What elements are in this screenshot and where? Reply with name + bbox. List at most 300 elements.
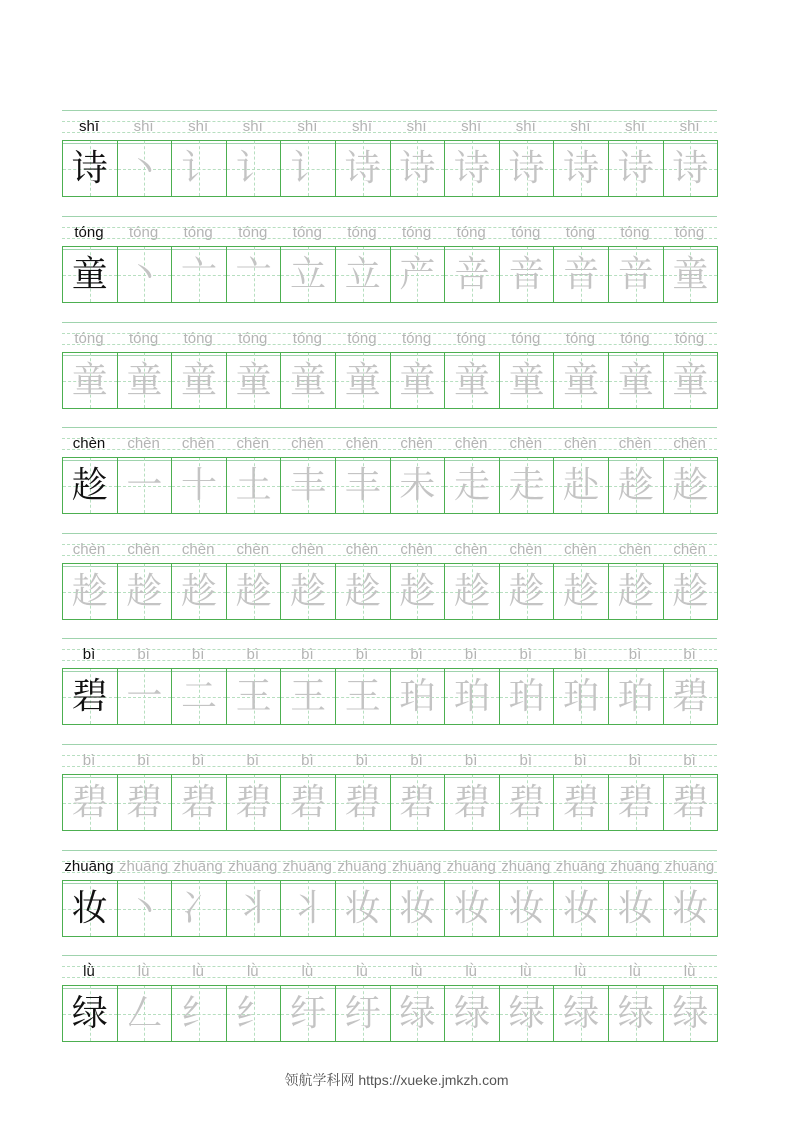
tianzige-cell[interactable] xyxy=(62,668,118,725)
pinyin-trace: shī xyxy=(624,118,645,135)
pinyin-trace: zhuāng xyxy=(446,858,496,875)
trace-character: 诗 xyxy=(672,147,709,189)
tianzige-cell[interactable] xyxy=(62,880,118,937)
tianzige-cell[interactable] xyxy=(171,774,227,831)
tianzige-cell[interactable] xyxy=(444,457,500,514)
pinyin-trace: zhuāng xyxy=(118,858,169,875)
tianzige-cell[interactable] xyxy=(117,563,173,620)
trace-character: 走 xyxy=(508,464,545,506)
pinyin-trace: tóng xyxy=(511,330,541,347)
pinyin-model: shī xyxy=(78,118,99,135)
tianzige-cell[interactable] xyxy=(553,563,609,620)
trace-character: 碧 xyxy=(672,781,709,823)
pinyin-trace: zhuāng xyxy=(228,858,278,875)
pinyin-trace: shī xyxy=(679,118,700,135)
tianzige-cell[interactable] xyxy=(444,352,500,409)
trace-character: 妆 xyxy=(563,887,600,929)
tianzige-cell[interactable] xyxy=(444,140,500,197)
trace-character: 碧 xyxy=(508,781,545,823)
trace-character: 趁 xyxy=(563,570,600,612)
pinyin-trace: shī xyxy=(461,118,482,135)
pinyin-trace: chèn xyxy=(618,435,652,452)
trace-character: 王 xyxy=(235,675,272,717)
tianzige-cell[interactable] xyxy=(390,246,446,303)
trace-character: 音 xyxy=(563,253,600,295)
pinyin-trace: tóng xyxy=(347,330,377,347)
pinyin-row xyxy=(62,533,717,567)
trace-character: 丰 xyxy=(290,464,327,506)
tianzige-cell[interactable] xyxy=(390,985,446,1042)
pinyin-trace: bì xyxy=(628,752,642,769)
tianzige-cell[interactable] xyxy=(390,774,446,831)
trace-character: 童 xyxy=(399,359,436,401)
tianzige-cell[interactable] xyxy=(663,880,719,937)
tianzige-cell[interactable] xyxy=(444,668,500,725)
pinyin-trace: chèn xyxy=(509,541,543,558)
tianzige-cell[interactable] xyxy=(335,774,391,831)
tianzige-cell[interactable] xyxy=(608,457,664,514)
tianzige-cell[interactable] xyxy=(553,668,609,725)
tianzige-cell[interactable] xyxy=(335,985,391,1042)
trace-character: 诗 xyxy=(563,147,600,189)
trace-character: 讠 xyxy=(180,147,217,189)
pinyin-trace: chèn xyxy=(181,435,215,452)
tianzige-cell[interactable] xyxy=(553,880,609,937)
trace-character: 趁 xyxy=(180,570,217,612)
pinyin-trace: bì xyxy=(82,752,96,769)
tianzige-cell[interactable] xyxy=(608,563,664,620)
trace-character: 童 xyxy=(453,359,490,401)
pinyin-trace: bì xyxy=(519,752,533,769)
pinyin-model: zhuāng xyxy=(64,858,114,875)
trace-character: 诗 xyxy=(617,147,654,189)
pinyin-trace: bì xyxy=(355,646,369,663)
pinyin-trace: shī xyxy=(515,118,536,135)
trace-character: 绿 xyxy=(399,992,436,1034)
hanzi-row xyxy=(62,668,717,725)
pinyin-trace: lǜ xyxy=(519,963,532,980)
tianzige-cell[interactable] xyxy=(62,457,118,514)
trace-character: 诗 xyxy=(344,147,381,189)
trace-character: 妆 xyxy=(344,887,381,929)
pinyin-trace: tóng xyxy=(128,224,159,241)
tianzige-cell[interactable] xyxy=(171,563,227,620)
trace-character: 妆 xyxy=(453,887,490,929)
tianzige-cell[interactable] xyxy=(280,985,336,1042)
tianzige-cell[interactable] xyxy=(226,457,282,514)
pinyin-trace: shī xyxy=(406,118,427,135)
tianzige-cell[interactable] xyxy=(335,563,391,620)
tianzige-cell[interactable] xyxy=(553,352,609,409)
pinyin-trace: tóng xyxy=(347,224,377,241)
pinyin-trace: lǜ xyxy=(410,963,423,980)
tianzige-cell[interactable] xyxy=(62,140,118,197)
tianzige-cell[interactable] xyxy=(444,563,500,620)
trace-character: 丶 xyxy=(126,887,163,929)
trace-character: 绿 xyxy=(672,992,709,1034)
tianzige-cell[interactable] xyxy=(499,985,555,1042)
trace-character: 童 xyxy=(71,359,108,401)
pinyin-trace: shī xyxy=(351,118,372,135)
tianzige-cell[interactable] xyxy=(390,563,446,620)
tianzige-cell[interactable] xyxy=(226,352,282,409)
tianzige-cell[interactable] xyxy=(444,774,500,831)
tianzige-cell[interactable] xyxy=(335,457,391,514)
tianzige-cell[interactable] xyxy=(226,563,282,620)
pinyin-trace: tóng xyxy=(292,224,322,241)
trace-character: 碧 xyxy=(399,781,436,823)
trace-character: 碧 xyxy=(290,781,327,823)
pinyin-trace: tóng xyxy=(401,224,432,241)
tianzige-cell[interactable] xyxy=(226,140,282,197)
trace-character: 童 xyxy=(235,359,272,401)
pinyin-trace: bì xyxy=(683,646,696,663)
pinyin-trace: chèn xyxy=(236,435,270,452)
pinyin-trace: tóng xyxy=(620,224,650,241)
tianzige-cell[interactable] xyxy=(608,985,664,1042)
pinyin-row xyxy=(62,744,717,778)
trace-character: 妆 xyxy=(508,887,545,929)
trace-character: 趁 xyxy=(290,570,327,612)
pinyin-trace: lǜ xyxy=(356,963,368,980)
trace-character: 童 xyxy=(617,359,654,401)
model-character: 诗 xyxy=(71,147,108,189)
pinyin-model: chèn xyxy=(72,435,106,452)
trace-character: 讠 xyxy=(290,147,327,189)
pinyin-trace: chèn xyxy=(400,541,433,558)
trace-character: 趁 xyxy=(71,570,108,612)
tianzige-cell[interactable] xyxy=(335,140,391,197)
hanzi-row xyxy=(62,246,717,303)
pinyin-trace: tóng xyxy=(401,330,432,347)
pinyin-trace: shī xyxy=(133,118,154,135)
pinyin-model: tóng xyxy=(74,224,104,241)
tianzige-cell[interactable] xyxy=(553,140,609,197)
tianzige-cell[interactable] xyxy=(663,563,719,620)
pinyin-trace: bì xyxy=(464,646,478,663)
trace-character: 纡 xyxy=(344,992,381,1034)
pinyin-trace: bì xyxy=(246,646,260,663)
model-character: 碧 xyxy=(71,675,108,717)
pinyin-trace: chèn xyxy=(345,541,379,558)
trace-character: 一 xyxy=(126,464,163,506)
trace-character: 碧 xyxy=(453,781,490,823)
pinyin-trace: tóng xyxy=(620,330,650,347)
trace-character: 珀 xyxy=(453,675,490,717)
pinyin-trace: lǜ xyxy=(465,963,478,980)
tianzige-cell[interactable] xyxy=(663,457,719,514)
tianzige-cell[interactable] xyxy=(663,985,719,1042)
pinyin-trace: shī xyxy=(297,118,318,135)
pinyin-trace: bì xyxy=(628,646,642,663)
tianzige-cell[interactable] xyxy=(280,246,336,303)
trace-character: 碧 xyxy=(235,781,272,823)
tianzige-cell[interactable] xyxy=(171,668,227,725)
trace-character: 王 xyxy=(344,675,381,717)
tianzige-cell[interactable] xyxy=(390,352,446,409)
trace-character: 童 xyxy=(344,359,381,401)
trace-character: 珀 xyxy=(399,675,436,717)
tianzige-cell[interactable] xyxy=(608,352,664,409)
trace-character: 趁 xyxy=(617,464,654,506)
pinyin-row xyxy=(62,638,717,672)
pinyin-row xyxy=(62,110,717,144)
tianzige-cell[interactable] xyxy=(226,985,282,1042)
trace-character: 珀 xyxy=(508,675,545,717)
pinyin-trace: zhuāng xyxy=(282,858,332,875)
pinyin-trace: bì xyxy=(246,752,260,769)
tianzige-cell[interactable] xyxy=(608,880,664,937)
hanzi-row xyxy=(62,985,717,1042)
trace-character: 童 xyxy=(126,359,163,401)
trace-character: 童 xyxy=(290,359,327,401)
tianzige-cell[interactable] xyxy=(335,352,391,409)
pinyin-trace: tóng xyxy=(183,224,213,241)
pinyin-trace: chèn xyxy=(618,541,652,558)
trace-character: 趁 xyxy=(235,570,272,612)
pinyin-row xyxy=(62,427,717,461)
tianzige-cell[interactable] xyxy=(62,774,118,831)
pinyin-trace: tóng xyxy=(183,330,213,347)
tianzige-cell[interactable] xyxy=(117,774,173,831)
trace-character: 诗 xyxy=(399,147,436,189)
trace-character: 未 xyxy=(399,464,436,506)
tianzige-cell[interactable] xyxy=(608,774,664,831)
pinyin-row xyxy=(62,322,717,356)
hanzi-row xyxy=(62,563,717,620)
trace-character: 绿 xyxy=(617,992,654,1034)
tianzige-cell[interactable] xyxy=(117,457,173,514)
pinyin-model: lǜ xyxy=(83,963,95,980)
footer-text: 领航学科网 https://xueke.jmkzh.com xyxy=(284,1072,509,1088)
hanzi-row xyxy=(62,352,717,409)
pinyin-trace: bì xyxy=(519,646,533,663)
hanzi-row xyxy=(62,880,717,937)
tianzige-cell[interactable] xyxy=(608,246,664,303)
tianzige-cell[interactable] xyxy=(444,246,500,303)
tianzige-cell[interactable] xyxy=(171,352,227,409)
model-character: 童 xyxy=(71,253,108,295)
tianzige-cell[interactable] xyxy=(280,880,336,937)
trace-character: 亠 xyxy=(235,253,272,295)
tianzige-cell[interactable] xyxy=(62,352,118,409)
pinyin-trace: tóng xyxy=(674,224,705,241)
trace-character: 童 xyxy=(508,359,545,401)
tianzige-cell[interactable] xyxy=(117,880,173,937)
pinyin-row xyxy=(62,216,717,250)
tianzige-cell[interactable] xyxy=(553,985,609,1042)
pinyin-trace: chèn xyxy=(236,541,270,558)
pinyin-trace: chèn xyxy=(454,541,488,558)
pinyin-trace: zhuāng xyxy=(173,858,223,875)
tianzige-cell[interactable] xyxy=(608,140,664,197)
trace-character: 趁 xyxy=(617,570,654,612)
tianzige-cell[interactable] xyxy=(335,880,391,937)
tianzige-cell[interactable] xyxy=(171,985,227,1042)
trace-character: 绿 xyxy=(563,992,600,1034)
pinyin-trace: chèn xyxy=(72,541,106,558)
tianzige-cell[interactable] xyxy=(117,140,173,197)
pinyin-trace: zhuāng xyxy=(555,858,605,875)
tianzige-cell[interactable] xyxy=(171,140,227,197)
pinyin-trace: lǜ xyxy=(137,963,150,980)
trace-character: 趁 xyxy=(344,570,381,612)
pinyin-trace: bì xyxy=(137,646,150,663)
pinyin-trace: chèn xyxy=(291,435,324,452)
tianzige-cell[interactable] xyxy=(663,140,719,197)
pinyin-trace: bì xyxy=(574,752,587,769)
pinyin-trace: zhuāng xyxy=(610,858,660,875)
trace-character: 丰 xyxy=(344,464,381,506)
trace-character: 趁 xyxy=(672,464,709,506)
tianzige-cell[interactable] xyxy=(499,457,555,514)
trace-character: 童 xyxy=(563,359,600,401)
pinyin-trace: tóng xyxy=(565,330,595,347)
tianzige-cell[interactable] xyxy=(499,563,555,620)
tianzige-cell[interactable] xyxy=(553,246,609,303)
tianzige-cell[interactable] xyxy=(499,668,555,725)
tianzige-cell[interactable] xyxy=(280,140,336,197)
tianzige-cell[interactable] xyxy=(62,985,118,1042)
pinyin-trace: bì xyxy=(683,752,696,769)
trace-character: 一 xyxy=(126,675,163,717)
tianzige-cell[interactable] xyxy=(226,880,282,937)
tianzige-cell[interactable] xyxy=(390,880,446,937)
pinyin-trace: lǜ xyxy=(192,963,205,980)
tianzige-cell[interactable] xyxy=(553,774,609,831)
hanzi-row xyxy=(62,457,717,514)
tianzige-cell[interactable] xyxy=(117,985,173,1042)
tianzige-cell[interactable] xyxy=(499,880,555,937)
pinyin-trace: bì xyxy=(301,752,314,769)
pinyin-trace: shī xyxy=(570,118,591,135)
tianzige-cell[interactable] xyxy=(280,457,336,514)
tianzige-cell[interactable] xyxy=(608,668,664,725)
pinyin-trace: tóng xyxy=(292,330,322,347)
pinyin-trace: zhuāng xyxy=(337,858,387,875)
pinyin-row xyxy=(62,850,717,884)
pinyin-trace: tóng xyxy=(238,224,268,241)
tianzige-cell[interactable] xyxy=(280,352,336,409)
pinyin-trace: chèn xyxy=(673,541,706,558)
trace-character: 碧 xyxy=(180,781,217,823)
tianzige-cell[interactable] xyxy=(499,140,555,197)
tianzige-cell[interactable] xyxy=(171,246,227,303)
trace-character: 音 xyxy=(508,253,545,295)
pinyin-trace: chèn xyxy=(509,435,543,452)
pinyin-trace: tóng xyxy=(511,224,541,241)
tianzige-cell[interactable] xyxy=(117,352,173,409)
pinyin-trace: chèn xyxy=(345,435,379,452)
pinyin-trace: shī xyxy=(242,118,263,135)
tianzige-cell[interactable] xyxy=(62,563,118,620)
trace-character: 二 xyxy=(180,675,217,717)
tianzige-cell[interactable] xyxy=(117,246,173,303)
tianzige-cell[interactable] xyxy=(280,774,336,831)
pinyin-trace: tóng xyxy=(456,330,486,347)
pinyin-trace: bì xyxy=(137,752,150,769)
pinyin-trace: zhuāng xyxy=(501,858,551,875)
trace-character: 走 xyxy=(453,464,490,506)
tianzige-cell[interactable] xyxy=(335,668,391,725)
pinyin-trace: lǜ xyxy=(629,963,641,980)
pinyin-trace: lǜ xyxy=(683,963,696,980)
tianzige-cell[interactable] xyxy=(226,774,282,831)
tianzige-cell[interactable] xyxy=(280,668,336,725)
pinyin-trace: chèn xyxy=(454,435,488,452)
pinyin-trace: lǜ xyxy=(246,963,259,980)
trace-character: 趁 xyxy=(126,570,163,612)
trace-character: 丬 xyxy=(235,887,272,929)
trace-character: 童 xyxy=(672,359,709,401)
tianzige-cell[interactable] xyxy=(62,246,118,303)
pinyin-trace: chèn xyxy=(291,541,324,558)
pinyin-trace: bì xyxy=(410,646,423,663)
tianzige-cell[interactable] xyxy=(117,668,173,725)
trace-character: 诗 xyxy=(508,147,545,189)
trace-character: 珀 xyxy=(617,675,654,717)
tianzige-cell[interactable] xyxy=(663,352,719,409)
pinyin-trace: chèn xyxy=(181,541,215,558)
trace-character: 童 xyxy=(672,253,709,295)
tianzige-cell[interactable] xyxy=(499,774,555,831)
trace-character: 碧 xyxy=(563,781,600,823)
tianzige-cell[interactable] xyxy=(444,985,500,1042)
trace-character: 妆 xyxy=(672,887,709,929)
pinyin-trace: bì xyxy=(301,646,314,663)
pinyin-row xyxy=(62,955,717,989)
trace-character: 纟 xyxy=(235,992,272,1034)
tianzige-cell[interactable] xyxy=(663,668,719,725)
trace-character: 妆 xyxy=(617,887,654,929)
trace-character: 王 xyxy=(290,675,327,717)
pinyin-trace: tóng xyxy=(674,330,705,347)
trace-character: 妆 xyxy=(399,887,436,929)
tianzige-cell[interactable] xyxy=(390,668,446,725)
model-character: 趁 xyxy=(71,464,108,506)
tianzige-cell[interactable] xyxy=(226,668,282,725)
tianzige-cell[interactable] xyxy=(226,246,282,303)
trace-character: 咅 xyxy=(453,253,490,295)
trace-character: 绿 xyxy=(453,992,490,1034)
pinyin-trace: bì xyxy=(410,752,423,769)
pinyin-trace: bì xyxy=(574,646,587,663)
tianzige-cell[interactable] xyxy=(335,246,391,303)
trace-character: 立 xyxy=(344,253,381,295)
tianzige-cell[interactable] xyxy=(663,246,719,303)
tianzige-cell[interactable] xyxy=(553,457,609,514)
trace-character: 趁 xyxy=(672,570,709,612)
pinyin-trace: bì xyxy=(464,752,478,769)
tianzige-cell[interactable] xyxy=(444,880,500,937)
pinyin-trace: zhuāng xyxy=(664,858,715,875)
tianzige-cell[interactable] xyxy=(499,246,555,303)
pinyin-trace: tóng xyxy=(456,224,486,241)
tianzige-cell[interactable] xyxy=(171,457,227,514)
tianzige-cell[interactable] xyxy=(390,457,446,514)
tianzige-cell[interactable] xyxy=(663,774,719,831)
pinyin-trace: shī xyxy=(188,118,209,135)
tianzige-cell[interactable] xyxy=(390,140,446,197)
pinyin-trace: chèn xyxy=(400,435,433,452)
pinyin-trace: chèn xyxy=(564,541,597,558)
trace-character: 诗 xyxy=(453,147,490,189)
model-character: 绿 xyxy=(71,992,108,1034)
tianzige-cell[interactable] xyxy=(499,352,555,409)
tianzige-cell[interactable] xyxy=(171,880,227,937)
pinyin-trace: zhuāng xyxy=(391,858,442,875)
tianzige-cell[interactable] xyxy=(280,563,336,620)
